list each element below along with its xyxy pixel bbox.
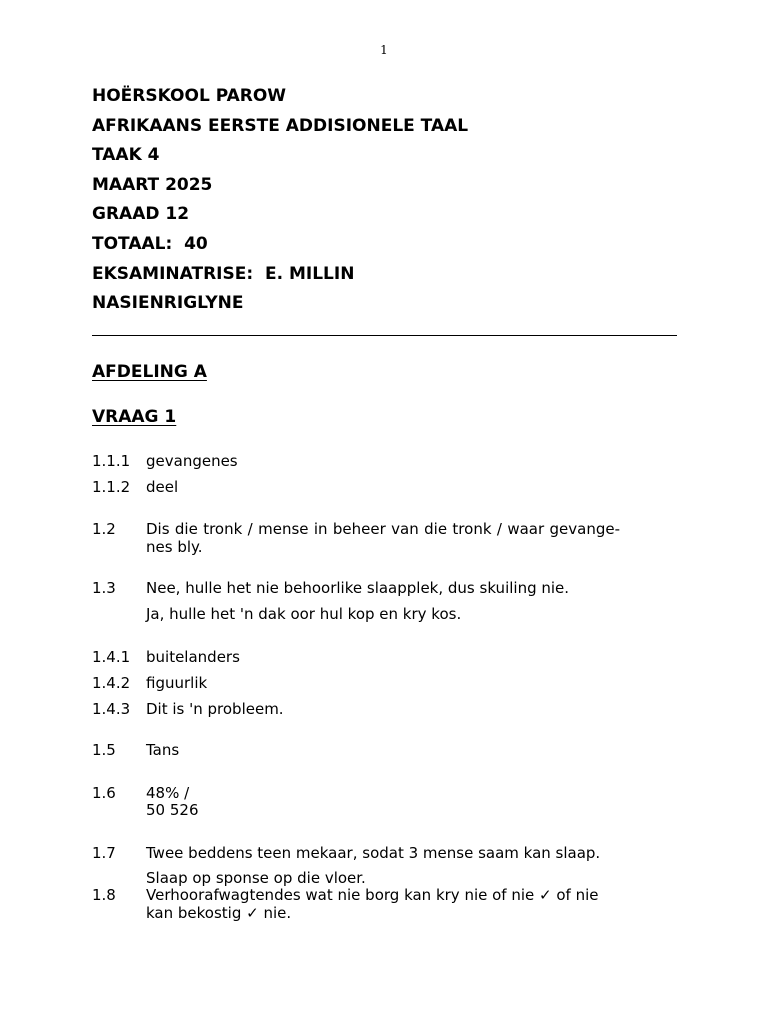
task-number: TAAK 4	[92, 145, 160, 166]
header-divider	[92, 335, 677, 336]
answer-text-alt: Ja, hulle het 'n dak oor hul kop en kry kos.	[146, 605, 462, 623]
answer-number: 1.4.3	[92, 700, 131, 718]
total-marks: TOTAAL: 40	[92, 233, 208, 254]
answer-number: 1.3	[92, 579, 116, 597]
answer-text: deel	[146, 478, 179, 496]
examiner-name: EKSAMINATRISE: E. MILLIN	[92, 263, 355, 284]
answer-text: gevangenes	[146, 452, 238, 470]
document-type: NASIENRIGLYNE	[92, 293, 244, 314]
exam-date: MAART 2025	[92, 174, 213, 195]
school-name: HOËRSKOOL PAROW	[92, 86, 287, 106]
answer-number: 1.1.2	[92, 478, 131, 496]
answer-text: Verhoorafwagtendes wat nie borg kan kry nie of nie ✓ of nie kan bekostig ✓ nie.	[146, 886, 599, 922]
answer-text: buitelanders	[146, 648, 240, 666]
answer-text: Dis die tronk / mense in beheer van die tronk / waar gevange-nes bly.	[146, 520, 620, 556]
answer-text: Dit is 'n probleem.	[146, 700, 284, 718]
answer-text: Tans	[146, 741, 180, 759]
answer-number: 1.8	[92, 886, 116, 904]
answer-text: Twee beddens teen mekaar, sodat 3 mense saam kan slaap.	[146, 844, 601, 862]
grade-level: GRAAD 12	[92, 204, 190, 225]
question-heading: VRAAG 1	[92, 407, 177, 427]
answer-number: 1.6	[92, 784, 116, 802]
answer-number: 1.4.1	[92, 648, 131, 666]
answer-text: figuurlik	[146, 674, 208, 692]
section-heading: AFDELING A	[92, 362, 207, 382]
answer-number: 1.1.1	[92, 452, 131, 470]
answer-number: 1.7	[92, 844, 116, 862]
answer-number: 1.5	[92, 741, 116, 759]
answer-text: Nee, hulle het nie behoorlike slaapplek, dus skuiling nie.	[146, 579, 570, 597]
answer-text-alt: 50 526	[146, 801, 199, 819]
subject-title: AFRIKAANS EERSTE ADDISIONELE TAAL	[92, 115, 469, 136]
page-number: 1	[380, 43, 388, 57]
document-header	[92, 86, 468, 323]
answer-number: 1.4.2	[92, 674, 131, 692]
answer-text-alt: Slaap op sponse op die vloer.	[146, 869, 366, 887]
answer-text: 48% /	[146, 784, 190, 802]
answer-number: 1.2	[92, 520, 116, 538]
